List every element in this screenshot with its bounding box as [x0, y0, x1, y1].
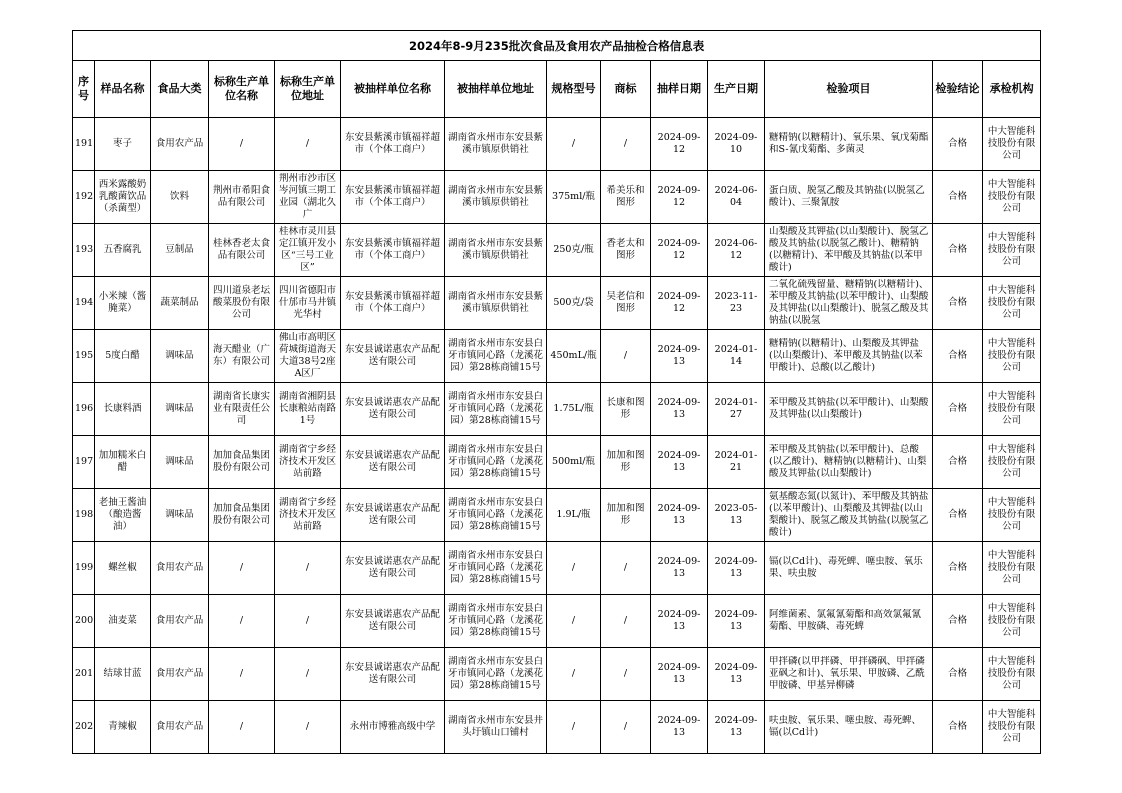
sample-name: 小米辣（酱腌菜）	[95, 277, 151, 330]
production-date: 2024-09-13	[708, 701, 765, 754]
food-category: 调味品	[151, 436, 209, 489]
sample-date: 2024-09-13	[651, 383, 708, 436]
brand: /	[601, 701, 651, 754]
table-row	[73, 542, 1041, 595]
spec-model: /	[547, 118, 601, 171]
manufacturer-address-text: 桂林市灵川县定江镇开发小区“三号工业区”	[278, 226, 336, 273]
manufacturer-address-text: 四川省德阳市什邡市马井镇光华村	[278, 285, 336, 320]
sample-date: 2024-09-13	[651, 648, 708, 701]
inspection-sheet	[72, 30, 1040, 754]
manufacturer-address-text: /	[305, 668, 310, 679]
col-header-category: 食品大类	[151, 61, 209, 118]
brand: /	[601, 542, 651, 595]
food-category: 饮料	[151, 171, 209, 224]
manufacturer-address-text: 湖南省宁乡经济技术开发区站前路	[278, 497, 336, 532]
row-no: 192	[73, 171, 95, 224]
test-items-text: 呋虫胺、氧乐果、噻虫胺、毒死蜱、镉(以Cd计)	[769, 715, 922, 738]
brand: 加加和图形	[601, 489, 651, 542]
table-body	[73, 118, 1041, 754]
manufacturer-name: 荆州市希阳食品有限公司	[209, 171, 275, 224]
manufacturer-address	[275, 648, 341, 701]
col-header-result: 检验结论	[933, 61, 983, 118]
spec-model: /	[547, 648, 601, 701]
test-items	[765, 383, 933, 436]
sample-date: 2024-09-13	[651, 489, 708, 542]
testing-lab: 中大智能科技股份有限公司	[983, 224, 1041, 277]
brand: 长康和图形	[601, 383, 651, 436]
test-items-text: 蛋白质、脱氢乙酸及其钠盐(以脱氢乙酸计)、三聚氰胺	[769, 185, 925, 208]
spec-model: /	[547, 595, 601, 648]
manufacturer-address	[275, 436, 341, 489]
manufacturer-name: 四川道泉老坛酸菜股份有限公司	[209, 277, 275, 330]
manufacturer-name: 海天醋业（广东）有限公司	[209, 330, 275, 383]
manufacturer-address	[275, 595, 341, 648]
testing-lab: 中大智能科技股份有限公司	[983, 330, 1041, 383]
food-category: 调味品	[151, 489, 209, 542]
manufacturer-address-text: 佛山市高明区荷城街道海天大道38号2座A区厂	[278, 332, 336, 379]
sampled-unit-address	[445, 436, 547, 489]
manufacturer-address	[275, 277, 341, 330]
production-date: 2024-01-21	[708, 436, 765, 489]
row-no: 202	[73, 701, 95, 754]
manufacturer-address	[275, 489, 341, 542]
manufacturer-address-text: 荆州市沙市区岑河镇三期工业园（湖北久广	[278, 173, 336, 220]
manufacturer-address	[275, 701, 341, 754]
manufacturer-name: 加加食品集团股份有限公司	[209, 436, 275, 489]
sample-name: 结球甘蓝	[95, 648, 151, 701]
production-date: 2024-09-10	[708, 118, 765, 171]
row-no: 191	[73, 118, 95, 171]
sampled-unit-address-text: 湖南省永州市东安县紫溪市镇原供销社	[447, 185, 543, 208]
food-category: 调味品	[151, 330, 209, 383]
brand: /	[601, 330, 651, 383]
row-no: 195	[73, 330, 95, 383]
sample-name: 加加糯米白醋	[95, 436, 151, 489]
col-header-sampled-unit: 被抽样单位名称	[341, 61, 445, 118]
col-header-brand: 商标	[601, 61, 651, 118]
food-category: 豆制品	[151, 224, 209, 277]
brand: /	[601, 118, 651, 171]
test-items-text: 阿维菌素、氯氟氰菊酯和高效氯氟氰菊酯、甲胺磷、毒死蜱	[769, 609, 922, 632]
col-header-sample-date: 抽样日期	[651, 61, 708, 118]
sample-name: 青辣椒	[95, 701, 151, 754]
sampled-unit-address-text: 湖南省永州市东安县白牙市镇同心路（龙溪花园）第28栋商铺15号	[447, 391, 543, 426]
sample-date: 2024-09-13	[651, 701, 708, 754]
test-items	[765, 595, 933, 648]
test-items-text: 苯甲酸及其钠盐(以苯甲酸计)、总酸(以乙酸计)、糖精钠(以糖精计)、山梨酸及其钾盐(以山梨酸计)	[769, 444, 927, 479]
test-items-text: 糖精钠(以糖精计)、氧乐果、氧戊菊酯和S-氰戊菊酯、多菌灵	[769, 132, 929, 155]
test-items-text: 氨基酸态氮(以氮计)、苯甲酸及其钠盐(以苯甲酸计)、山梨酸及其钾盐(以山梨酸计)、脱氢乙酸及其钠盐(以脱氢乙酸计)	[769, 491, 929, 538]
sampled-unit-address-text: 湖南省永州市东安县紫溪市镇原供销社	[447, 132, 543, 155]
testing-lab: 中大智能科技股份有限公司	[983, 595, 1041, 648]
sampled-unit-address	[445, 118, 547, 171]
spec-model: 500克/袋	[547, 277, 601, 330]
sample-name: 枣子	[95, 118, 151, 171]
test-result: 合格	[933, 277, 983, 330]
col-header-spec: 规格型号	[547, 61, 601, 118]
row-no: 196	[73, 383, 95, 436]
sampled-unit-address-text: 湖南省永州市东安县白牙市镇同心路（龙溪花园）第28栋商铺15号	[447, 656, 543, 691]
col-header-lab: 承检机构	[983, 61, 1041, 118]
sample-name: 五香腐乳	[95, 224, 151, 277]
row-no: 200	[73, 595, 95, 648]
sampled-unit-address-text: 湖南省永州市东安县紫溪市镇原供销社	[447, 291, 543, 314]
sample-date: 2024-09-13	[651, 436, 708, 489]
test-items	[765, 542, 933, 595]
col-header-sampled-address: 被抽样单位地址	[445, 61, 547, 118]
manufacturer-name: 桂林香老太食品有限公司	[209, 224, 275, 277]
col-header-test-items: 检验项目	[765, 61, 933, 118]
production-date: 2024-09-13	[708, 595, 765, 648]
sampled-unit-name: 东安县诚诺惠农产品配送有限公司	[341, 595, 445, 648]
test-items	[765, 330, 933, 383]
table-row	[73, 383, 1041, 436]
sampled-unit-address-text: 湖南省永州市东安县井头圩镇山口铺村	[447, 715, 543, 738]
food-category: 食用农产品	[151, 648, 209, 701]
sampled-unit-name: 东安县诚诺惠农产品配送有限公司	[341, 489, 445, 542]
test-result: 合格	[933, 118, 983, 171]
spec-model: /	[547, 542, 601, 595]
sample-name: 西米露酸奶乳酸菌饮品（杀菌型）	[95, 171, 151, 224]
testing-lab: 中大智能科技股份有限公司	[983, 118, 1041, 171]
sampled-unit-name: 东安县紫溪市镇福祥超市（个体工商户）	[341, 224, 445, 277]
sampled-unit-address-text: 湖南省永州市东安县白牙市镇同心路（龙溪花园）第28栋商铺15号	[447, 550, 543, 585]
col-header-no: 序号	[73, 61, 95, 118]
sampled-unit-address	[445, 224, 547, 277]
production-date: 2024-01-27	[708, 383, 765, 436]
table-title: 2024年8-9月235批次食品及食用农产品抽检合格信息表	[73, 31, 1041, 61]
testing-lab: 中大智能科技股份有限公司	[983, 383, 1041, 436]
sampled-unit-name: 东安县诚诺惠农产品配送有限公司	[341, 330, 445, 383]
sampled-unit-name: 东安县紫溪市镇福祥超市（个体工商户）	[341, 277, 445, 330]
sampled-unit-address	[445, 171, 547, 224]
test-items	[765, 436, 933, 489]
table-row	[73, 277, 1041, 330]
test-items-text: 山梨酸及其钾盐(以山梨酸计)、脱氢乙酸及其钠盐(以脱氢乙酸计)、糖精钠(以糖精计)、苯甲酸及其钠盐(以苯甲酸计)	[769, 226, 929, 273]
manufacturer-address-text: /	[305, 138, 310, 149]
food-category: 食用农产品	[151, 118, 209, 171]
manufacturer-address	[275, 542, 341, 595]
manufacturer-address-text: /	[305, 562, 310, 573]
sample-name: 油麦菜	[95, 595, 151, 648]
sample-date: 2024-09-13	[651, 595, 708, 648]
manufacturer-address	[275, 383, 341, 436]
table-row	[73, 224, 1041, 277]
brand: /	[601, 595, 651, 648]
table-row	[73, 701, 1041, 754]
production-date: 2023-05-13	[708, 489, 765, 542]
sampled-unit-name: 东安县诚诺惠农产品配送有限公司	[341, 648, 445, 701]
sampled-unit-address	[445, 595, 547, 648]
manufacturer-address	[275, 118, 341, 171]
spec-model: 1.75L/瓶	[547, 383, 601, 436]
row-no: 197	[73, 436, 95, 489]
sampled-unit-name: 永州市博雅高级中学	[341, 701, 445, 754]
test-result: 合格	[933, 648, 983, 701]
col-header-sample-name: 样品名称	[95, 61, 151, 118]
sampled-unit-address	[445, 489, 547, 542]
table-row	[73, 648, 1041, 701]
inspection-table	[72, 30, 1041, 754]
testing-lab: 中大智能科技股份有限公司	[983, 171, 1041, 224]
spec-model: 250克/瓶	[547, 224, 601, 277]
testing-lab: 中大智能科技股份有限公司	[983, 489, 1041, 542]
test-result: 合格	[933, 436, 983, 489]
sampled-unit-address	[445, 648, 547, 701]
manufacturer-address	[275, 171, 341, 224]
test-items	[765, 489, 933, 542]
manufacturer-name: /	[209, 648, 275, 701]
table-row	[73, 330, 1041, 383]
manufacturer-name: /	[209, 118, 275, 171]
manufacturer-name: 湖南省长康实业有限责任公司	[209, 383, 275, 436]
sampled-unit-address	[445, 383, 547, 436]
production-date: 2024-06-04	[708, 171, 765, 224]
sample-date: 2024-09-12	[651, 224, 708, 277]
spec-model: /	[547, 701, 601, 754]
test-result: 合格	[933, 224, 983, 277]
spec-model: 375ml/瓶	[547, 171, 601, 224]
manufacturer-address	[275, 330, 341, 383]
col-header-prod-date: 生产日期	[708, 61, 765, 118]
sample-name: 螺丝椒	[95, 542, 151, 595]
manufacturer-name: /	[209, 595, 275, 648]
sampled-unit-address-text: 湖南省永州市东安县白牙市镇同心路（龙溪花园）第28栋商铺15号	[447, 444, 543, 479]
test-items-text: 镉(以Cd计)、毒死蜱、噻虫胺、氧乐果、呋虫胺	[769, 556, 923, 579]
sampled-unit-address	[445, 701, 547, 754]
production-date: 2024-01-14	[708, 330, 765, 383]
manufacturer-address-text: /	[305, 615, 310, 626]
production-date: 2024-09-13	[708, 542, 765, 595]
food-category: 调味品	[151, 383, 209, 436]
row-no: 193	[73, 224, 95, 277]
col-header-mfr-address: 标称生产单位地址	[275, 61, 341, 118]
test-result: 合格	[933, 171, 983, 224]
sampled-unit-address-text: 湖南省永州市东安县白牙市镇同心路（龙溪花园）第28栋商铺15号	[447, 497, 543, 532]
row-no: 199	[73, 542, 95, 595]
testing-lab: 中大智能科技股份有限公司	[983, 542, 1041, 595]
production-date: 2024-09-13	[708, 648, 765, 701]
sample-date: 2024-09-13	[651, 542, 708, 595]
sample-date: 2024-09-12	[651, 171, 708, 224]
test-result: 合格	[933, 595, 983, 648]
sampled-unit-address-text: 湖南省永州市东安县紫溪市镇原供销社	[447, 238, 543, 261]
testing-lab: 中大智能科技股份有限公司	[983, 277, 1041, 330]
test-items-text: 糖精钠(以糖精计)、山梨酸及其钾盐(以山梨酸计)、苯甲酸及其钠盐(以苯甲酸计)、总酸(以乙酸计)	[769, 338, 923, 373]
test-result: 合格	[933, 383, 983, 436]
spec-model: 500ml/瓶	[547, 436, 601, 489]
sampled-unit-name: 东安县紫溪市镇福祥超市（个体工商户）	[341, 118, 445, 171]
test-items	[765, 171, 933, 224]
production-date: 2024-06-12	[708, 224, 765, 277]
sample-date: 2024-09-12	[651, 277, 708, 330]
test-items-text: 苯甲酸及其钠盐(以苯甲酸计)、山梨酸及其钾盐(以山梨酸计)	[769, 397, 929, 420]
sampled-unit-address-text: 湖南省永州市东安县白牙市镇同心路（龙溪花园）第28栋商铺15号	[447, 603, 543, 638]
brand: 加加和图形	[601, 436, 651, 489]
manufacturer-name: /	[209, 542, 275, 595]
food-category: 食用农产品	[151, 542, 209, 595]
table-row	[73, 118, 1041, 171]
brand: /	[601, 648, 651, 701]
manufacturer-name: /	[209, 701, 275, 754]
testing-lab: 中大智能科技股份有限公司	[983, 648, 1041, 701]
test-result: 合格	[933, 542, 983, 595]
test-result: 合格	[933, 701, 983, 754]
table-row	[73, 436, 1041, 489]
sampled-unit-address-text: 湖南省永州市东安县白牙市镇同心路（龙溪花园）第28栋商铺15号	[447, 338, 543, 373]
brand: 吴老信和图形	[601, 277, 651, 330]
food-category: 蔬菜制品	[151, 277, 209, 330]
manufacturer-address-text: /	[305, 721, 310, 732]
manufacturer-address-text: 湖南省宁乡经济技术开发区站前路	[278, 444, 336, 479]
sample-date: 2024-09-13	[651, 330, 708, 383]
table-row	[73, 595, 1041, 648]
table-row	[73, 489, 1041, 542]
manufacturer-address	[275, 224, 341, 277]
sampled-unit-name: 东安县诚诺惠农产品配送有限公司	[341, 383, 445, 436]
test-items	[765, 224, 933, 277]
manufacturer-name: 加加食品集团股份有限公司	[209, 489, 275, 542]
test-items-text: 甲拌磷(以甲拌磷、甲拌磷砜、甲拌磷亚砜之和计)、氧乐果、甲胺磷、乙酰甲胺磷、甲基异柳磷	[769, 656, 925, 691]
sampled-unit-address	[445, 277, 547, 330]
row-no: 194	[73, 277, 95, 330]
sample-name: 老抽王酱油（酿造酱油）	[95, 489, 151, 542]
test-items	[765, 648, 933, 701]
test-items	[765, 701, 933, 754]
sample-name: 5度白醋	[95, 330, 151, 383]
spec-model: 1.9L/瓶	[547, 489, 601, 542]
brand: 香老太和图形	[601, 224, 651, 277]
test-items	[765, 118, 933, 171]
sample-name: 长康料酒	[95, 383, 151, 436]
testing-lab: 中大智能科技股份有限公司	[983, 701, 1041, 754]
row-no: 201	[73, 648, 95, 701]
production-date: 2023-11-23	[708, 277, 765, 330]
food-category: 食用农产品	[151, 701, 209, 754]
testing-lab: 中大智能科技股份有限公司	[983, 436, 1041, 489]
sampled-unit-name: 东安县诚诺惠农产品配送有限公司	[341, 542, 445, 595]
sampled-unit-address	[445, 542, 547, 595]
test-result: 合格	[933, 489, 983, 542]
sampled-unit-name: 东安县紫溪市镇福祥超市（个体工商户）	[341, 171, 445, 224]
header-row	[73, 61, 1041, 118]
test-result: 合格	[933, 330, 983, 383]
row-no: 198	[73, 489, 95, 542]
col-header-manufacturer: 标称生产单位名称	[209, 61, 275, 118]
manufacturer-address-text: 湖南省湘阴县长康粮站南路1号	[278, 391, 336, 426]
spec-model: 450mL/瓶	[547, 330, 601, 383]
table-row	[73, 171, 1041, 224]
test-items-text: 二氧化硫残留量、糖精钠(以糖精计)、苯甲酸及其钠盐(以苯甲酸计)、山梨酸及其钾盐(以山梨酸计)、脱氢乙酸及其钠盐(以脱氢	[769, 279, 929, 326]
sampled-unit-name: 东安县诚诺惠农产品配送有限公司	[341, 436, 445, 489]
test-items	[765, 277, 933, 330]
sampled-unit-address	[445, 330, 547, 383]
brand: 希美乐和图形	[601, 171, 651, 224]
sample-date: 2024-09-12	[651, 118, 708, 171]
food-category: 食用农产品	[151, 595, 209, 648]
